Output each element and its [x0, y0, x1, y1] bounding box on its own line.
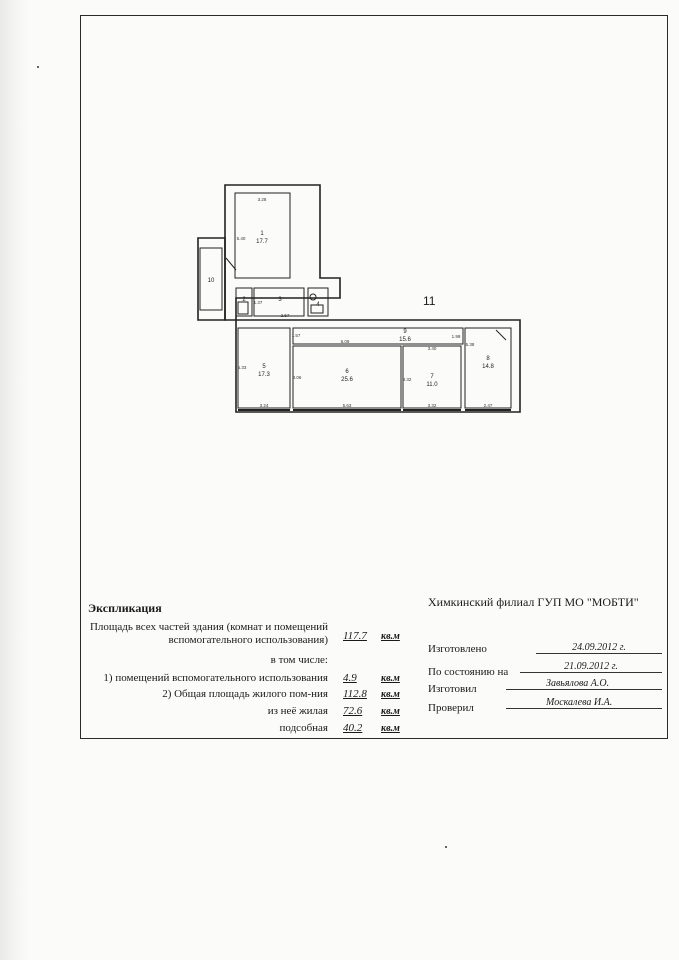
explication-value: 117.7	[343, 630, 367, 642]
page-edge-shadow	[0, 0, 30, 960]
dimension-label: 3.40	[427, 346, 437, 351]
explication-value: 40.2	[343, 722, 363, 734]
explication-value: 4.9	[343, 672, 357, 684]
dimension-label: 3.24	[259, 403, 269, 408]
explication-unit: кв.м	[381, 673, 400, 684]
state-value: 21.09.2012 г.	[520, 661, 662, 673]
dimension-label: 3.06	[292, 375, 302, 380]
dimension-label: 5.33	[237, 365, 247, 370]
room-number: 6	[345, 369, 349, 375]
dimension-label: 3.32	[427, 403, 437, 408]
explication-label: Площадь всех частей здания (комнат и помещений вспомогательного использования)	[89, 621, 328, 646]
floor-plan	[190, 180, 540, 430]
dimension-label: 5.63	[342, 403, 352, 408]
room-number: 1	[260, 231, 264, 237]
explication-value: 112.8	[343, 688, 367, 700]
dimension-label: 1.57	[291, 333, 301, 338]
explication-label: 2) Общая площадь жилого пом-ния	[162, 688, 328, 700]
speck	[37, 66, 39, 68]
explication-unit: кв.м	[381, 631, 400, 642]
checked-value: Москалева И.А.	[506, 697, 662, 709]
room-area: 14.8	[482, 364, 494, 370]
room-number: 7	[430, 374, 434, 380]
room-number: 2	[242, 297, 246, 303]
room-number: 10	[207, 278, 215, 284]
room-number: 5	[262, 364, 266, 370]
explication-unit: кв.м	[381, 706, 400, 717]
made-by-value: Завьялова А.О.	[506, 678, 662, 690]
explication-value: 72.6	[343, 705, 363, 717]
room-area: 15.6	[399, 337, 411, 343]
room-area: 25.6	[341, 377, 353, 383]
room-number: 3	[278, 297, 282, 303]
made-value: 24.09.2012 г.	[536, 642, 662, 654]
dimension-label: 3.28	[257, 197, 267, 202]
room-area: 17.3	[258, 372, 270, 378]
speck	[445, 846, 447, 848]
dimension-label: 3.32	[402, 377, 412, 382]
explication-label: подсобная	[279, 722, 328, 734]
room-number: 9	[403, 329, 407, 335]
dimension-label: 1.99	[451, 334, 461, 339]
dimension-label: 2.47	[483, 403, 493, 408]
explication-unit: кв.м	[381, 689, 400, 700]
dimension-label: 2.57	[280, 313, 290, 318]
explication-unit: кв.м	[381, 723, 400, 734]
explication-title: Экспликация	[88, 601, 162, 615]
explication-label: из неё жилая	[267, 705, 328, 717]
room-number: 8	[486, 356, 490, 362]
dimension-label: 6.09	[340, 339, 350, 344]
explication-label: 1) помещений вспомогательного использования	[103, 672, 328, 684]
checked-label: Проверил	[428, 702, 474, 714]
dimension-label: 1.37	[253, 300, 263, 305]
made-label: Изготовлено	[428, 643, 487, 655]
state-label: По состоянию на	[428, 666, 509, 678]
room-number: 4	[316, 302, 320, 308]
room-area: 11.0	[426, 382, 438, 388]
made-by-label: Изготовил	[428, 683, 477, 695]
organization-name: Химкинский филиал ГУП МО "МОБТИ"	[428, 595, 639, 609]
explication-label: в том числе:	[270, 654, 328, 666]
dimension-label: 5.38	[465, 342, 475, 347]
room-area: 17.7	[256, 239, 268, 245]
dimension-label: 5.40	[236, 236, 246, 241]
plan-mark: 11	[423, 294, 436, 308]
